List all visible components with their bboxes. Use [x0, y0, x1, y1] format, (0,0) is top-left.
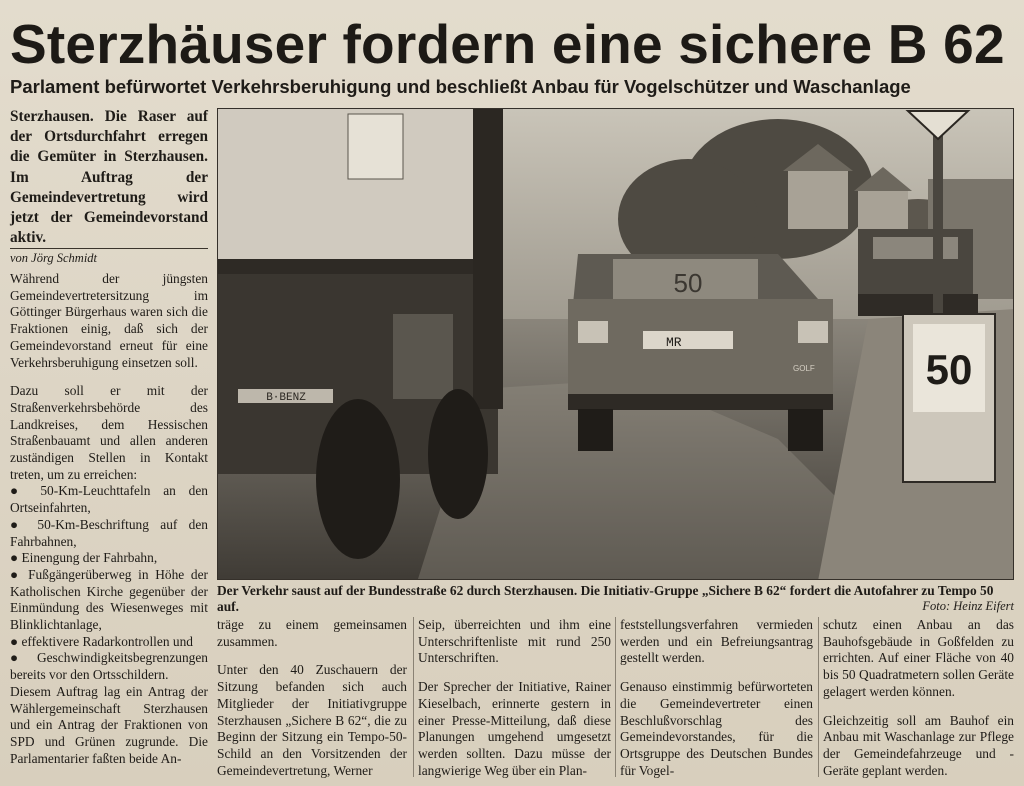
paragraph: Genauso einstimmig befürworteten die Gemeindevertreter einen Beschlußvorschlag des Gemeindevorstandes, für die Ortsgruppe des Deutschen Bundes für Vogel- — [620, 679, 813, 778]
paragraph: Der Sprecher der Initiative, Rainer Kieselbach, erinnerte gestern in einer Presse-Mitteilung, daß diese Planungen umgehend umgesetzt werden sollten. Dazu müsse der langwierige Weg über ein Plan- — [418, 679, 611, 778]
column-rule — [615, 617, 616, 777]
lead-paragraph: Sterzhausen. Die Raser auf der Ortsdurchfahrt erregen die Gemüter in Sterzhausen. Im Auftrag der Gemeindevertretung wird jetzt der Gemeindevorstand aktiv. — [10, 108, 208, 247]
truck-plate-text: B·BENZ — [266, 392, 306, 404]
list-item: ● Geschwindigkeitsbegrenzungen bereits vor den Ortsschildern. — [10, 650, 208, 683]
paragraph: Seip, überreichten und ihm eine Unterschriftenliste mit rund 250 Unterschriften. — [418, 617, 611, 666]
paragraph: schutz einen Anbau an das Bauhofsgebäude in Goßfelden zu errichten. Auf einer Fläche von 40 bis 50 Quadratmetern sollen Geräte gelagert werden können. — [823, 617, 1014, 699]
article-column-3 — [418, 617, 611, 779]
subheadline: Parlament befürwortet Verkehrsberuhigung und beschließt Anbau für Vogelschützer und Waschanlage — [10, 76, 911, 97]
list-item: ● 50-Km-Leuchttafeln an den Ortseinfahrten, — [10, 483, 208, 516]
article-column-1 — [10, 271, 208, 767]
car-badge: GOLF — [793, 364, 815, 373]
column-rule — [818, 617, 819, 777]
second-car — [858, 229, 978, 316]
photo-caption — [217, 583, 1014, 615]
paragraph: feststellungsverfahren vermieden werden und ein Befreiungsantrag gestellt werden. — [620, 617, 813, 666]
article-column-2 — [217, 617, 407, 779]
byline-divider — [10, 248, 208, 249]
paragraph: Gleichzeitig soll am Bauhof ein Anbau mit Waschanlage zur Pflege der Gemeindefahrzeuge und -Geräte geplant werden. — [823, 712, 1014, 778]
paragraph: Diesem Auftrag lag ein Antrag der Wählergemeinschaft Sterzhausen und ein Antrag der Fraktionen von SPD und Grünen zugrunde. Die Parlamentarier faßten beide An- — [10, 683, 208, 766]
headline: Sterzhäuser fordern eine sichere B 62 — [10, 13, 1005, 75]
article-column-5 — [823, 617, 1014, 779]
paragraph: träge zu einem gemeinsamen zusammen. — [217, 617, 407, 649]
paragraph: Unter den 40 Zuschauern der Sitzung befanden sich auch Mitglieder der Initiativgruppe Sterzhausen „Sichere B 62“, die zu Beginn der Sitzung ein Tempo-50-Schild an den Vorsitzenden der Gemeindevertretung, Werner — [217, 662, 407, 778]
tempo-50-sign — [903, 314, 995, 482]
tempo-50-text: 50 — [925, 346, 973, 393]
paragraph: Während der jüngsten Gemeindevertretersitzung im Göttinger Bürgerhaus waren sich die Fraktionen einig, daß sich der Gemeindevorstand erneut für eine Verkehrsberuhigung einsetzen soll. — [10, 271, 208, 370]
byline: von Jörg Schmidt — [10, 251, 98, 265]
list-item: ● 50-Km-Beschriftung auf den Fahrbahnen, — [10, 517, 208, 550]
list-item: ● Einengung der Fahrbahn, — [10, 550, 208, 567]
list-item: ● effektivere Radarkontrollen und — [10, 634, 208, 651]
caption-text: Der Verkehr saust auf der Bundesstraße 62 durch Sterzhausen. Die Initiativ-Gruppe „Sichere B 62“ fordert die Autofahrer zu Tempo 50 auf. — [217, 583, 994, 614]
rear-window-sign: 50 — [673, 268, 703, 298]
article-column-4 — [620, 617, 813, 779]
news-photo — [217, 108, 1014, 580]
list-item: ● Fußgängerüberweg in Höhe der Katholischen Kirche gegenüber der Einmündung des Wiesenweges mit Blinklichtanlage, — [10, 567, 208, 634]
column-rule — [413, 617, 414, 777]
car-plate: MR — [666, 335, 682, 350]
paragraph: Dazu soll er mit der Straßenverkehrsbehörde des Landkreises, dem Hessischen Straßenbauamt und allen anderen zuständigen Stellen in Kontakt treten, um zu erreichen: — [10, 383, 208, 482]
photo-credit: Foto: Heinz Eifert — [922, 599, 1014, 613]
